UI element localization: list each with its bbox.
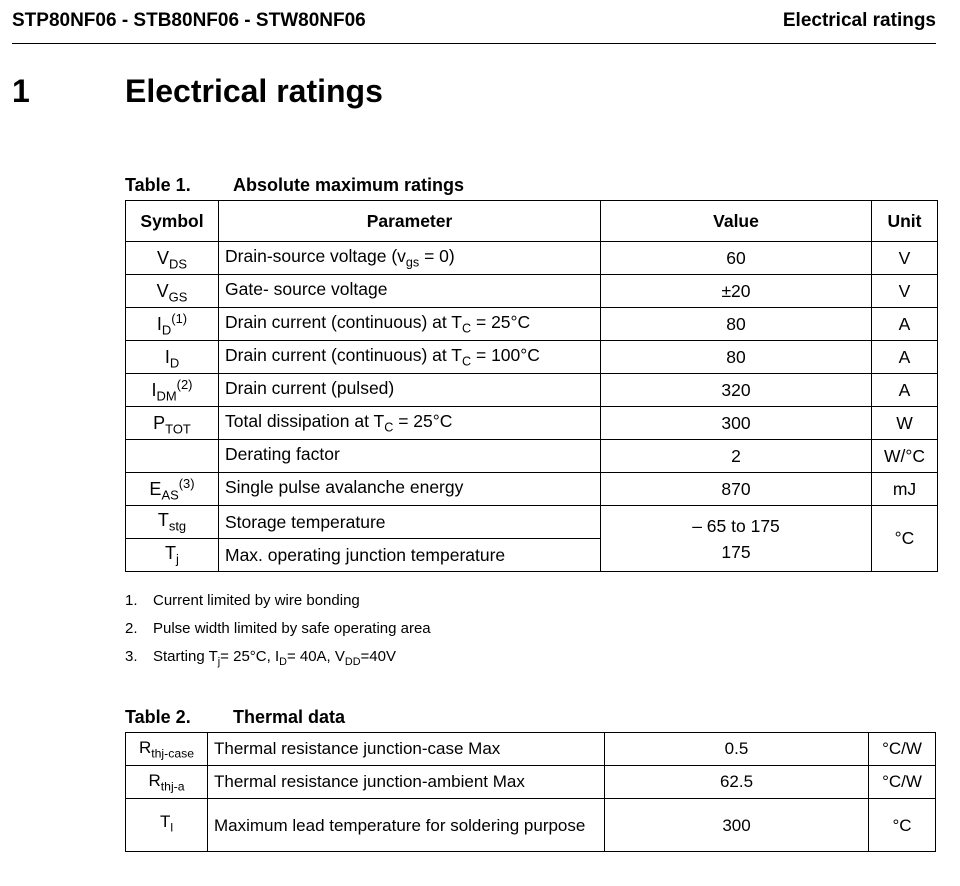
running-header-part-numbers: STP80NF06 - STB80NF06 - STW80NF06 <box>12 10 366 31</box>
table-row <box>126 506 938 539</box>
table2-caption <box>125 707 345 728</box>
symbol-cell: $P_{TOT}$ <box>126 407 219 440</box>
table-row <box>126 407 938 440</box>
symbol-cell: $V_{GS}$ <box>126 275 219 308</box>
parameter-cell: Thermal resistance junction-ambient Max <box>208 766 605 799</box>
parameter-cell: Maximum lead temperature for soldering purpose <box>208 799 605 852</box>
table-row <box>126 242 938 275</box>
unit-cell: °C/W <box>869 733 936 766</box>
table-row <box>126 374 938 407</box>
value-cell: ±20 <box>601 275 872 308</box>
symbol-cell: $T_l$ <box>126 799 208 852</box>
table-row <box>126 473 938 506</box>
table-row <box>126 341 938 374</box>
parameter-cell: Total dissipation at $T_C = 25^\circ C$ <box>219 407 601 440</box>
symbol-cell: $T_j$ <box>126 539 219 572</box>
value-cell: – 65 to 175 175 <box>601 506 872 572</box>
value-cell: 870 <box>601 473 872 506</box>
parameter-cell: Drain current (continuous) at $T_C = 25^\circ C$ <box>219 308 601 341</box>
parameter-cell: Drain current (continuous) at $T_C = 100^\circ C$ <box>219 341 601 374</box>
table1-header-row <box>126 201 938 242</box>
table1-label: Table 1. <box>125 175 191 195</box>
parameter-cell: Max. operating junction temperature <box>219 539 601 572</box>
unit-cell: V <box>872 275 938 308</box>
parameter-cell: Storage temperature <box>219 506 601 539</box>
value-cell: 300 <box>601 407 872 440</box>
column-header-unit: Unit <box>872 201 938 242</box>
table1-caption <box>125 175 464 196</box>
parameter-cell: Single pulse avalanche energy <box>219 473 601 506</box>
value-cell: 2 <box>601 440 872 473</box>
symbol-cell: $V_{DS}$ <box>126 242 219 275</box>
column-header-symbol: Symbol <box>126 201 219 242</box>
footnote-3: 3. Starting $T_j= 25^\circ C$, $I_D= 40A$, $V_{DD}=40V$ <box>125 648 396 668</box>
table-row <box>126 766 936 799</box>
symbol-cell: $I_{DM}^{(2)}$ <box>126 374 219 407</box>
section-title: Electrical ratings <box>125 73 383 109</box>
table-row <box>126 733 936 766</box>
table2-title: Thermal data <box>233 707 346 727</box>
table1-title: Absolute maximum ratings <box>233 175 465 195</box>
column-header-value: Value <box>601 201 872 242</box>
unit-cell: W <box>872 407 938 440</box>
absolute-maximum-ratings-table <box>125 200 938 572</box>
unit-cell: °C <box>872 506 938 572</box>
running-header-section: Electrical ratings <box>782 10 936 31</box>
unit-cell: mJ <box>872 473 938 506</box>
value-cell: 62.5 <box>605 766 869 799</box>
symbol-cell: $E_{AS}^{(3)}$ <box>126 473 219 506</box>
column-header-parameter: Parameter <box>219 201 601 242</box>
footnote-2: 2. Pulse width limited by safe operating area <box>125 620 431 637</box>
symbol-cell <box>126 440 219 473</box>
table-row <box>126 275 938 308</box>
symbol-cell: $R_{thj-case}$ <box>126 733 208 766</box>
table-row <box>126 440 938 473</box>
unit-cell: A <box>872 308 938 341</box>
unit-cell: °C/W <box>869 766 936 799</box>
table-row <box>126 799 936 852</box>
unit-cell: °C <box>869 799 936 852</box>
symbol-cell: $I_D^{(1)}$ <box>126 308 219 341</box>
value-cell: 80 <box>601 341 872 374</box>
parameter-cell: Gate- source voltage <box>219 275 601 308</box>
value-cell: 300 <box>605 799 869 852</box>
footnote-1: 1. Current limited by wire bonding <box>125 592 360 609</box>
table-row <box>126 308 938 341</box>
thermal-data-table <box>125 732 936 852</box>
section-number: 1 <box>12 73 30 109</box>
symbol-cell: $T_{stg}$ <box>126 506 219 539</box>
parameter-cell: Derating factor <box>219 440 601 473</box>
unit-cell: V <box>872 242 938 275</box>
value-cell: 0.5 <box>605 733 869 766</box>
parameter-cell: Drain-source voltage $(v_{gs} = 0)$ <box>219 242 601 275</box>
symbol-cell: $R_{thj-a}$ <box>126 766 208 799</box>
unit-cell: A <box>872 374 938 407</box>
unit-cell: W/°C <box>872 440 938 473</box>
symbol-cell: $I_D$ <box>126 341 219 374</box>
value-cell: 320 <box>601 374 872 407</box>
table2-label: Table 2. <box>125 707 191 727</box>
value-cell: 60 <box>601 242 872 275</box>
unit-cell: A <box>872 341 938 374</box>
value-cell: 80 <box>601 308 872 341</box>
table1-footnotes <box>125 592 431 676</box>
parameter-cell: Thermal resistance junction-case Max <box>208 733 605 766</box>
parameter-cell: Drain current (pulsed) <box>219 374 601 407</box>
header-divider <box>12 43 936 44</box>
